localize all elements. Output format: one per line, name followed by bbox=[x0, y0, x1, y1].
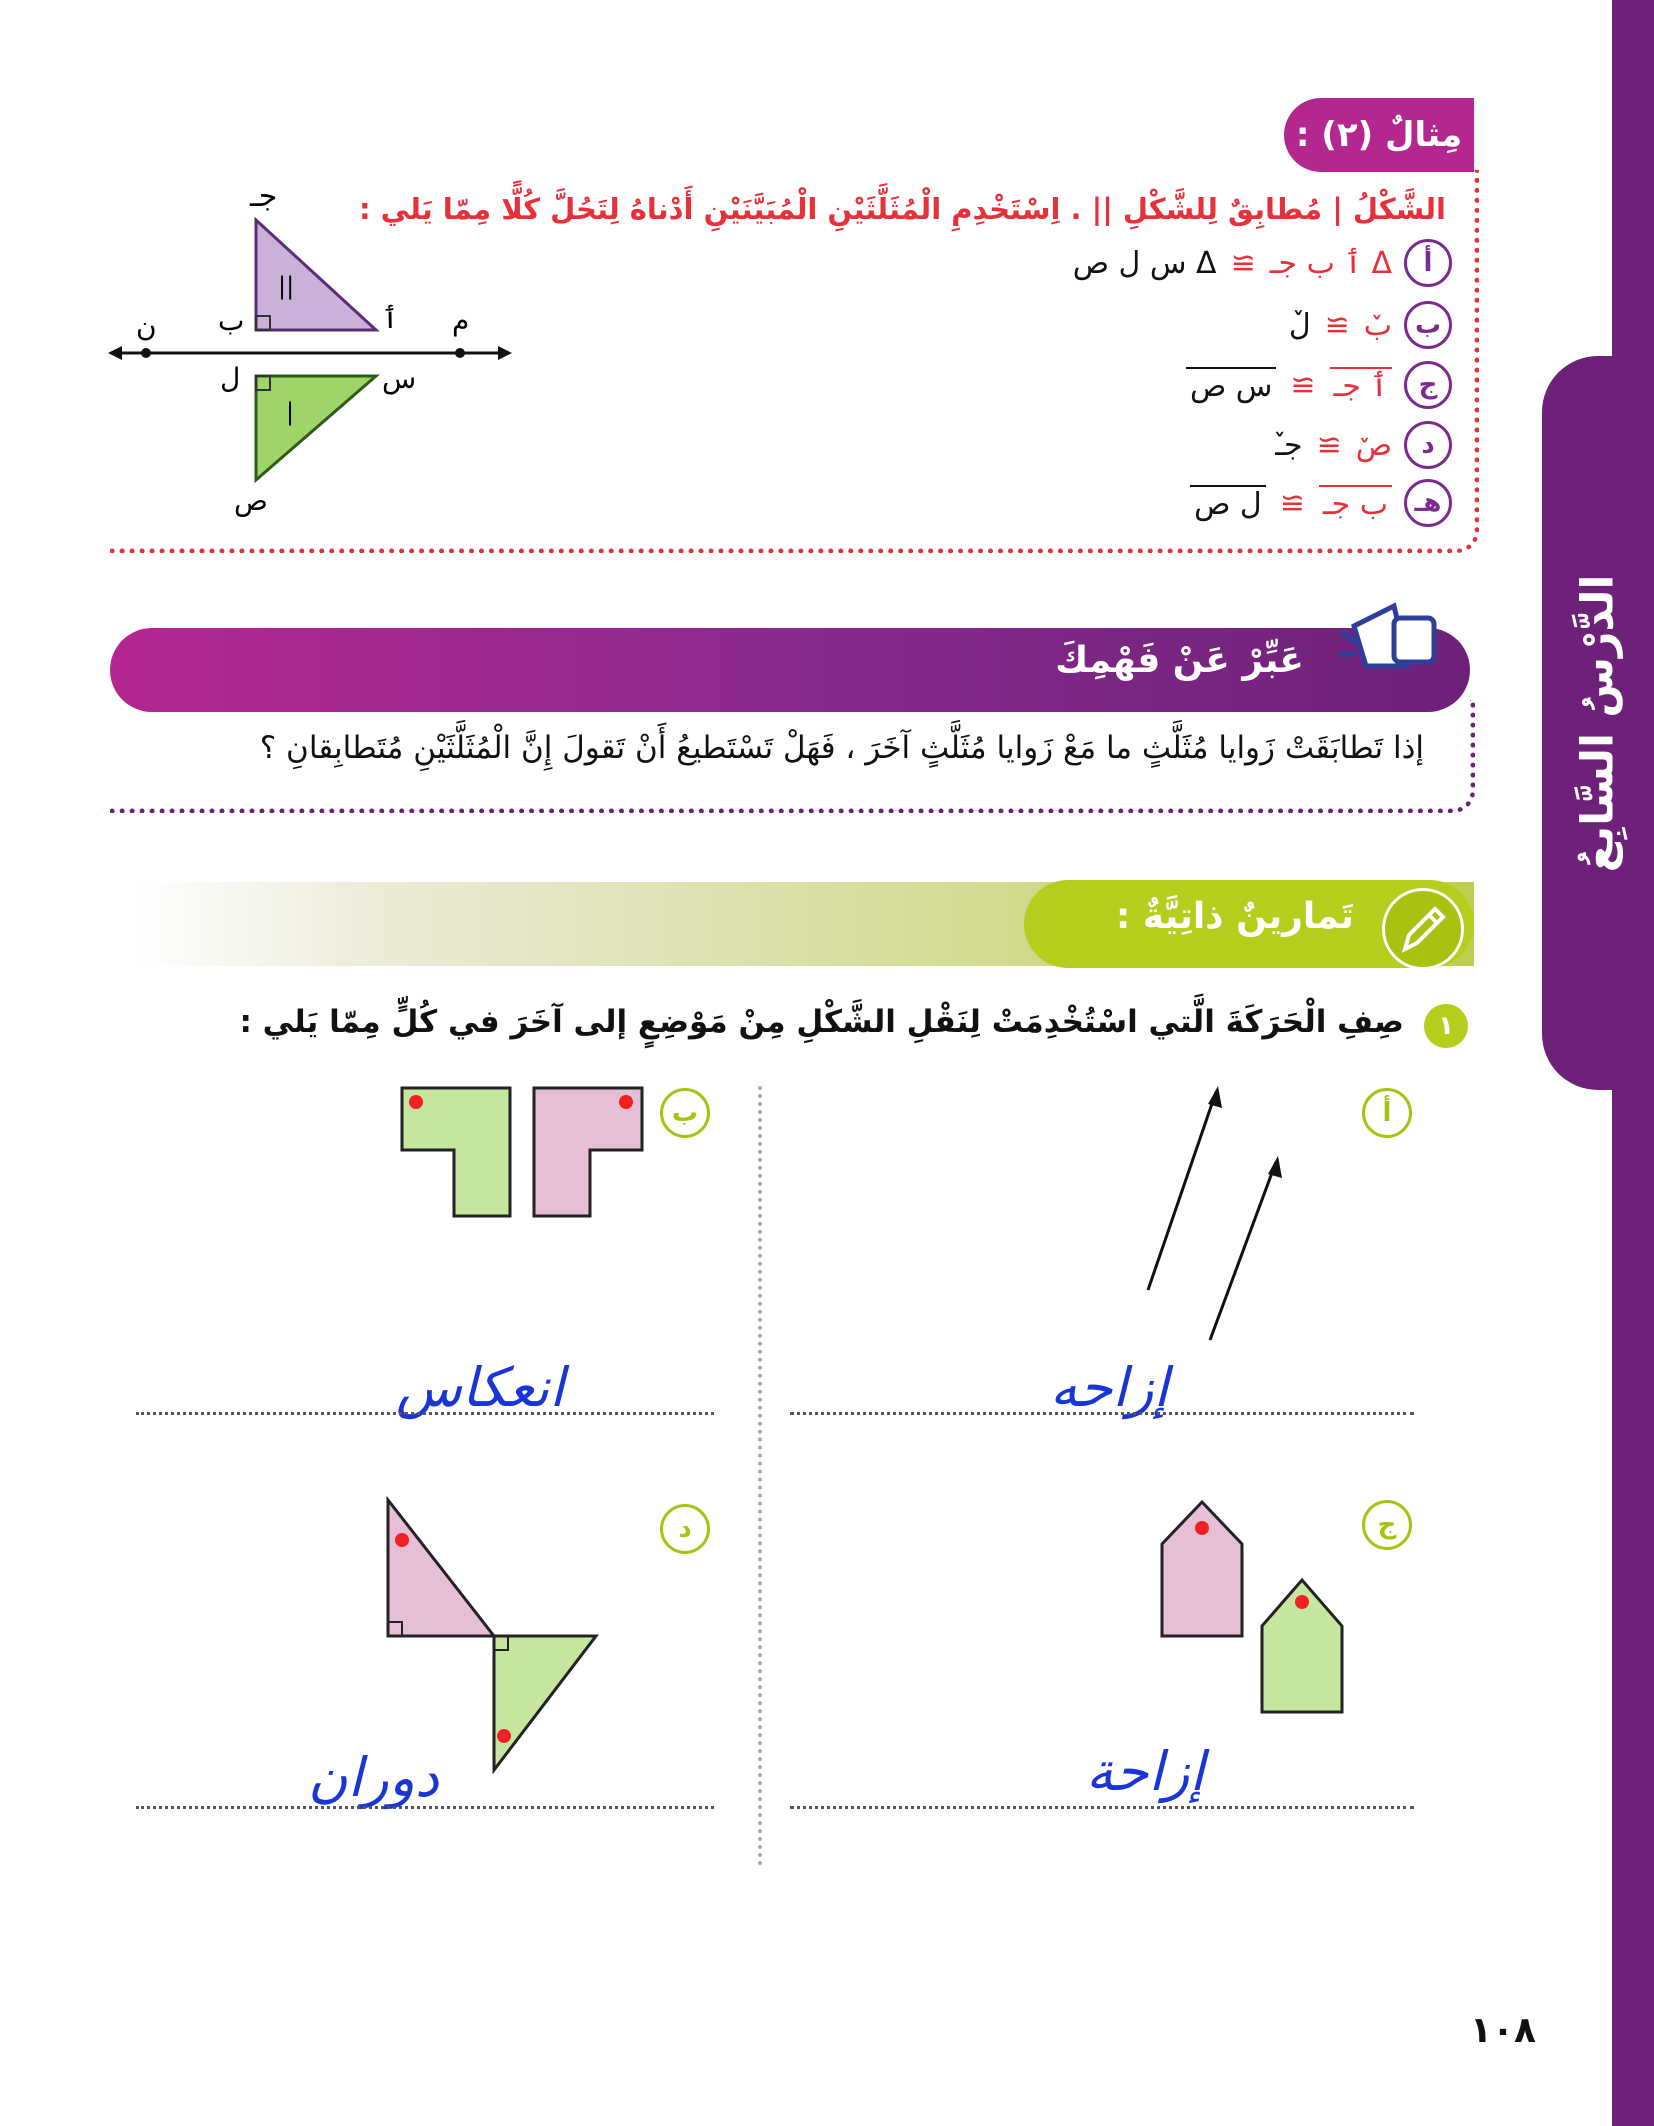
column-divider bbox=[758, 1086, 762, 1866]
item-rhs: س ص bbox=[1186, 367, 1276, 404]
answer-line-d bbox=[136, 1806, 714, 1809]
item-lhs: بٚ bbox=[1363, 307, 1392, 343]
arrow-left bbox=[108, 346, 122, 360]
item-label: هـ bbox=[1404, 479, 1452, 527]
part-label-d: د bbox=[660, 1504, 710, 1554]
congruent-symbol: ≅ bbox=[1324, 307, 1350, 343]
item-rhs: Δ س ل ص bbox=[1072, 245, 1217, 281]
congruent-symbol: ≅ bbox=[1316, 427, 1342, 463]
triangles-rotation bbox=[384, 1496, 604, 1776]
item-label: أ bbox=[1404, 239, 1452, 287]
item-lhs: Δ ٲ ب جـ bbox=[1269, 245, 1392, 281]
arrow-right bbox=[498, 346, 512, 360]
triangle-two bbox=[256, 220, 376, 330]
vertex-label-s: س bbox=[382, 362, 417, 395]
item-rhs: لٚ bbox=[1288, 307, 1311, 343]
point-n bbox=[141, 348, 151, 358]
part-label-b: ب bbox=[660, 1088, 710, 1138]
express-question: إذا تَطابَقَتْ زَوايا مُثَلَّثٍ ما مَعْ زَوايا مُثَلَّثٍ آخَرَ ، فَهَلْ تَسْتَطيعُ أَنْ تَقولَ إِنَّ الْمُثَلَّثَيْنِ مُتَطابِقانِ ؟ bbox=[259, 730, 1424, 766]
item-rhs: جـٚ bbox=[1275, 427, 1303, 463]
answer-b[interactable]: انعكاس bbox=[396, 1356, 565, 1419]
shape-two-mark: || bbox=[278, 272, 295, 300]
vertex-label-a: ٲ bbox=[382, 302, 399, 335]
example-item-c bbox=[1186, 362, 1452, 408]
pentagon-shapes-translation bbox=[1158, 1498, 1348, 1718]
example-title: مِثالٌ (٢) : bbox=[1284, 98, 1474, 172]
shape-one-mark: | bbox=[286, 398, 295, 426]
answer-line-a bbox=[790, 1412, 1414, 1415]
question-number: ١ bbox=[1424, 1004, 1468, 1048]
marker-dot bbox=[1195, 1521, 1209, 1535]
example-intro: الشَّكْلُ | مُطابِقٌ لِلشَّكْلِ || . اِسْتَخْدِمِ الْمُثَلَّثَيْنِ الْمُبَيَّنَيْنِ أَدْناهُ لِتَحُلَّ كُلًّا مِمّا يَلي : bbox=[358, 192, 1446, 226]
example-item-e bbox=[1190, 480, 1452, 526]
page-number: ١٠٨ bbox=[1470, 2010, 1536, 2051]
item-rhs: ل ص bbox=[1190, 485, 1266, 522]
exercises-title: تَمارينٌ ذاتِيَّةٌ : bbox=[1115, 896, 1354, 937]
lesson-tab-label: الدَّرْسُ السَّابِعُ bbox=[1572, 574, 1624, 872]
l-shapes-reflection bbox=[398, 1084, 648, 1220]
vertex-label-bottom: ص bbox=[234, 484, 268, 517]
question-text: صِفِ الْحَرَكَةَ الَّتي اسْتُخْدِمَتْ لِنَقْلِ الشَّكْلِ مِنْ مَوْضِعٍ إلى آخَرَ في كُلٍّ مِمّا يَلي : bbox=[239, 1004, 1404, 1040]
vertex-label-top: جـ bbox=[250, 179, 278, 214]
example-item-a bbox=[1073, 240, 1452, 286]
pencil-icon bbox=[1382, 888, 1464, 970]
point-label-n: ن bbox=[136, 310, 157, 343]
answer-a[interactable]: إزاحه bbox=[1050, 1356, 1169, 1419]
marker-dot bbox=[1295, 1595, 1309, 1609]
marker-dot bbox=[619, 1095, 633, 1109]
example-item-b bbox=[1289, 302, 1452, 348]
congruent-symbol: ≅ bbox=[1290, 367, 1316, 403]
part-label-c: ج bbox=[1362, 1500, 1412, 1550]
express-title: عَبِّرْ عَنْ فَهْمِكَ bbox=[1055, 640, 1304, 681]
lesson-tab-label-wrap bbox=[1542, 356, 1654, 1090]
point-label-m: م bbox=[452, 304, 470, 337]
marker-dot bbox=[395, 1533, 409, 1547]
point-m bbox=[455, 348, 465, 358]
item-lhs: ب جـ bbox=[1319, 485, 1392, 522]
item-lhs: ٲ جـ bbox=[1330, 367, 1392, 404]
vertex-label-b: ب bbox=[218, 304, 245, 337]
answer-line-b bbox=[136, 1412, 714, 1415]
item-label: د bbox=[1404, 421, 1452, 469]
item-label: ب bbox=[1404, 301, 1452, 349]
congruent-symbol: ≅ bbox=[1279, 485, 1305, 521]
vertex-label-l: ل bbox=[220, 362, 241, 395]
marker-dot bbox=[497, 1729, 511, 1743]
triangle-green bbox=[494, 1636, 596, 1770]
answer-line-c bbox=[790, 1806, 1414, 1809]
megaphone-icon bbox=[1332, 596, 1448, 696]
translation-arrows bbox=[1130, 1086, 1290, 1356]
part-label-a: أ bbox=[1362, 1088, 1412, 1138]
triangle-one bbox=[256, 376, 376, 480]
answer-c[interactable]: إزاحة bbox=[1086, 1740, 1205, 1803]
marker-dot bbox=[409, 1095, 423, 1109]
congruent-triangles-figure bbox=[100, 170, 520, 530]
answer-d[interactable]: دوران bbox=[308, 1746, 439, 1809]
congruent-symbol: ≅ bbox=[1230, 245, 1256, 281]
item-label: ج bbox=[1404, 361, 1452, 409]
item-lhs: صٚ bbox=[1355, 427, 1392, 463]
example-item-d bbox=[1275, 422, 1452, 468]
triangle-pink bbox=[388, 1500, 494, 1636]
